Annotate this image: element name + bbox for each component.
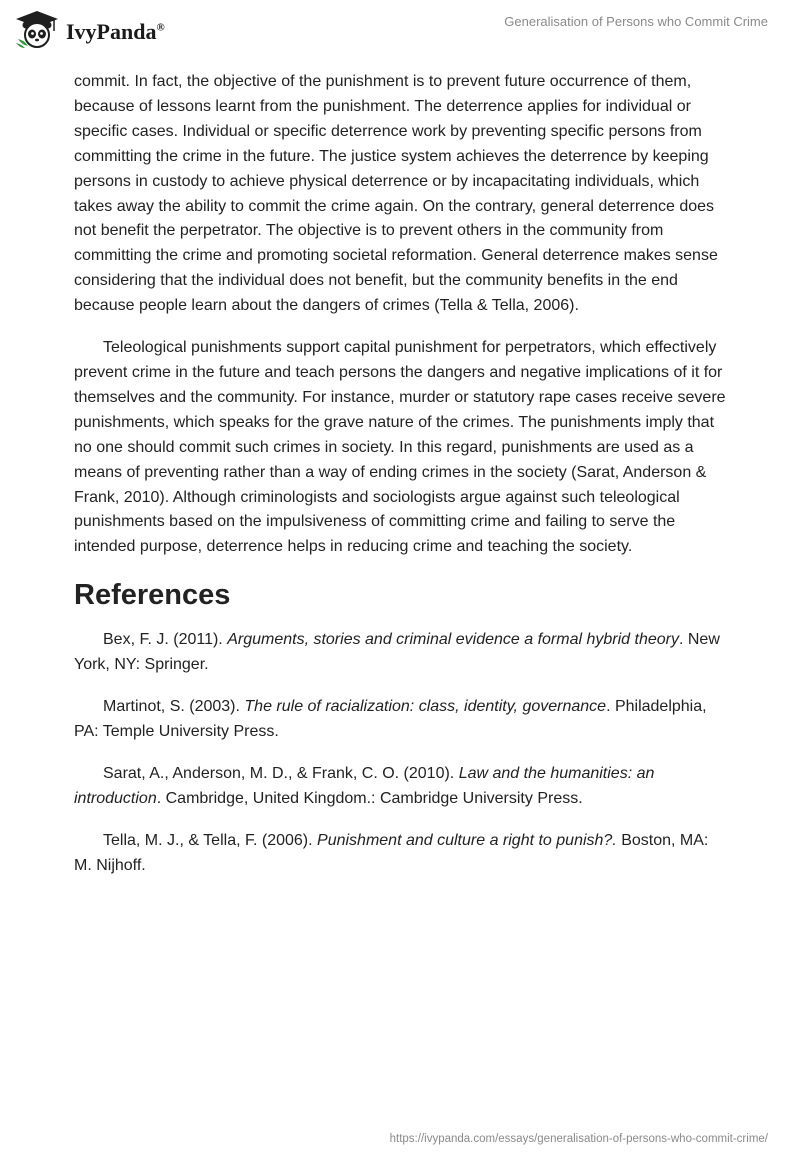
reference-item: Tella, M. J., & Tella, F. (2006). Punishment and culture a right to punish?. Boston, MA: M. Nijhoff. [74, 831, 709, 874]
reference-item: Sarat, A., Anderson, M. D., & Frank, C. O. (2010). Law and the humanities: an introduction. Cambridge, United Kingdom.: Cambridge University Press. [74, 764, 655, 807]
reference-item: Bex, F. J. (2011). Arguments, stories and criminal evidence a formal hybrid theory. New York, NY: Springer. [74, 631, 720, 674]
document-title: Generalisation of Persons who Commit Crime [504, 14, 768, 29]
reference-item: Martinot, S. (2003). The rule of racialization: class, identity, governance. Philadelphia, PA: Temple University Press. [74, 698, 707, 740]
brand-logo[interactable] [14, 9, 165, 49]
essay-content [74, 70, 726, 895]
reference-title: Law and the humanities: an introduction [74, 764, 655, 807]
reference-title: Punishment and culture a right to punish?. [317, 831, 617, 849]
source-url[interactable]: https://ivypanda.com/essays/generalisation-of-persons-who-commit-crime/ [389, 1133, 768, 1145]
panda-graduate-icon [14, 9, 60, 49]
registered-mark: ® [156, 21, 165, 34]
reference-title: Arguments, stories and criminal evidence a formal hybrid theory [227, 631, 679, 649]
references-heading: References [74, 579, 231, 612]
page-header [0, 0, 800, 70]
reference-title: The rule of racialization: class, identity, governance [244, 698, 607, 716]
brand-name: IvyPanda® [66, 19, 165, 44]
body-paragraph: Teleological punishments support capital punishment for perpetrators, which effectively prevent crime in the future and teach persons the dangers and negative implications of it for themselves and the community. For instance, murder or statutory rape cases receive severe punishments, which speaks for the grave nature of the crimes. The punishments imply that no one should commit such crimes in society. In this regard, punishments are used as a means of preventing rather than a way of ending crimes in the society (Sarat, Anderson & Frank, 2010). Although criminologists and sociologists argue against such teleological punishments based on the impulsiveness of committing crime and failing to serve the intended purpose, deterrence helps in reducing crime and teaching the society. [74, 339, 726, 556]
body-paragraph: commit. In fact, the objective of the punishment is to prevent future occurrence of them, because of lessons learnt from the punishment. The deterrence applies for individual or specific cases. Individual or specific deterrence work by preventing specific persons from committing the crime in the future. The justice system achieves the deterrence by keeping persons in custody to achieve physical deterrence or by incapacitating individuals, which takes away the ability to commit the crime again. On the contrary, general deterrence does not benefit the perpetrator. The objective is to prevent others in the community from committing the crime and promoting societal reformation. General deterrence makes sense considering that the individual does not benefit, but the community benefits in the end because people learn about the dangers of crimes (Tella & Tella, 2006). [74, 73, 718, 315]
